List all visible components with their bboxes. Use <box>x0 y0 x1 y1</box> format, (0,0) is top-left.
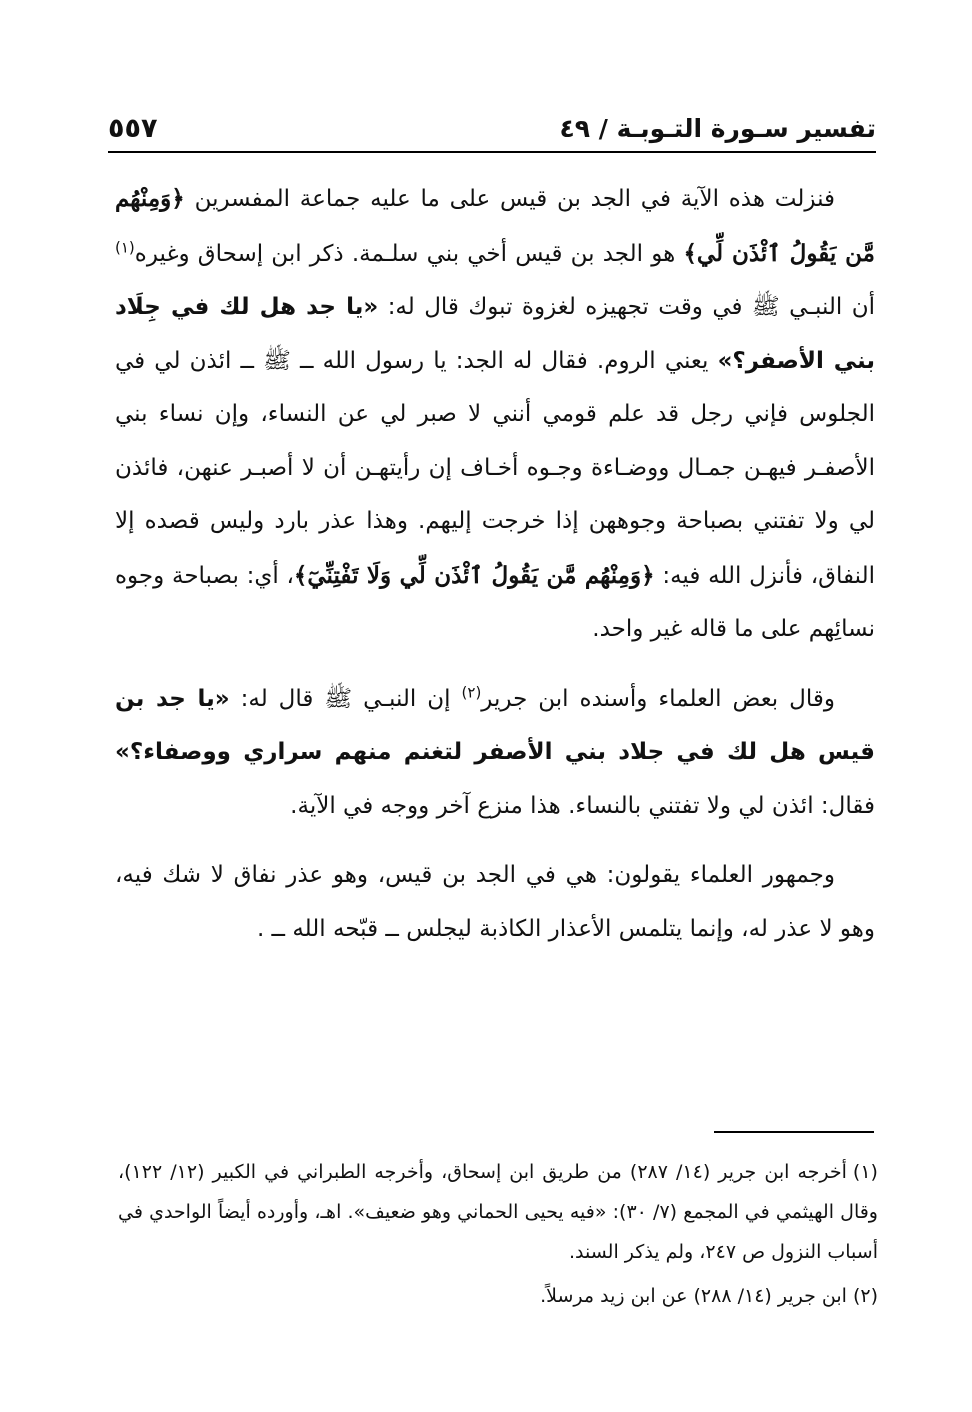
footnote-ref[interactable]: (١) <box>115 237 135 256</box>
header-rule <box>108 151 876 153</box>
paragraph-1 <box>115 172 875 657</box>
paragraph-text: يعني الروم. فقال له الجد: يا رسول الله ــ ﷺ ــ ائذن لي في الجلوس فإني رجل قد علم قومي أنني لا صبر لي عن النساء، وإن نساء بني الأصفـر فيهـن جمـال ووضـاءة وجـوه أخـاف إن رأيتهـن أن لا أصبـر عنهن، فائذن لي ولا تفتني بصباحة وجوههن إذا خرجت إليهم. وهذا عذر بارد وليس قصده إلا النفاق، فأنزل الله فيه: <box>115 347 875 589</box>
footnote-ref[interactable]: (٢) <box>461 682 482 701</box>
page-header <box>108 108 876 148</box>
paragraph-text: هو الجد بن قيس أخي بني سلـمة. ذكر ابن إسحاق وغيره <box>134 240 676 267</box>
footnote-2 <box>118 1276 878 1316</box>
footnote-number: (٢) <box>852 1285 878 1307</box>
paragraph-text: إن النبـي ﷺ قال له: <box>240 685 451 712</box>
footnote-1 <box>118 1152 878 1272</box>
hadith-quote: «يا جد بن قيس هل لك في جلاد بني الأصفر لتغنم منهم سراري ووصفاء؟» <box>115 685 875 765</box>
footnotes <box>118 1152 878 1316</box>
footnote-number: (١) <box>852 1161 878 1183</box>
paragraph-text: أن النبـي ﷺ في وقت تجهيزه لغزوة تبوك قال له: <box>387 294 876 320</box>
footnote-text: أخرجه ابن جرير (١٤/ ٢٨٧) من طريق ابن إسحاق، وأخرجه الطبراني في الكبير (١٢/ ١٢٢)، وقال الهيثمي في المجمع (٧/ ٣٠): «فيه يحيى الحماني وهو ضعيف». اهـ، وأورده أيضاً الواحدي في أسباب النزول ص ٢٤٧، ولم يذكر السند. <box>118 1161 878 1263</box>
quran-verse: ﴿وَمِنْهُم مَّن يَقُولُ ٱئْذَن لِّي﴾ <box>115 185 876 267</box>
quran-verse: ﴿وَمِنْهُم مَّن يَقُولُ ٱئْذَن لِّي وَلَا تَفْتِنِّيٓ﴾ <box>293 561 655 589</box>
hadith-quote: «يا جد هل لك في جِلَاد بني الأصفر؟» <box>115 294 876 374</box>
paragraph-text: فنزلت هذه الآية في الجد بن قيس على ما عليه جماعة المفسرين <box>194 186 835 212</box>
footnote-text: ابن جرير (١٤/ ٢٨٨) عن ابن زيد مرسلاً. <box>540 1285 847 1307</box>
page-number: ٥٥٧ <box>108 113 158 144</box>
paragraph-text: وجمهور العلماء يقولون: هي في الجد بن قيس، وهو عذر نفاق لا شك فيه، وهو لا عذر له، وإنما يتلمس الأعذار الكاذبة ليجلس ــ قبّحه الله ــ . <box>115 862 875 942</box>
paragraph-3 <box>115 849 875 956</box>
footnote-rule <box>714 1131 874 1133</box>
paragraph-2 <box>115 673 875 834</box>
main-text <box>115 172 875 956</box>
running-title: تفسير سـورة التـوبـة / ٤٩ <box>559 114 876 143</box>
paragraph-text: فقال: ائذن لي ولا تفتني بالنساء. هذا منزع آخر ووجه في الآية. <box>290 792 875 819</box>
paragraph-text: وقال بعض العلماء وأسنده ابن جرير <box>481 685 835 712</box>
paragraph-text: ، أي: بصباحة وجوه نسائِهم على ما قاله غير واحد. <box>115 562 875 642</box>
